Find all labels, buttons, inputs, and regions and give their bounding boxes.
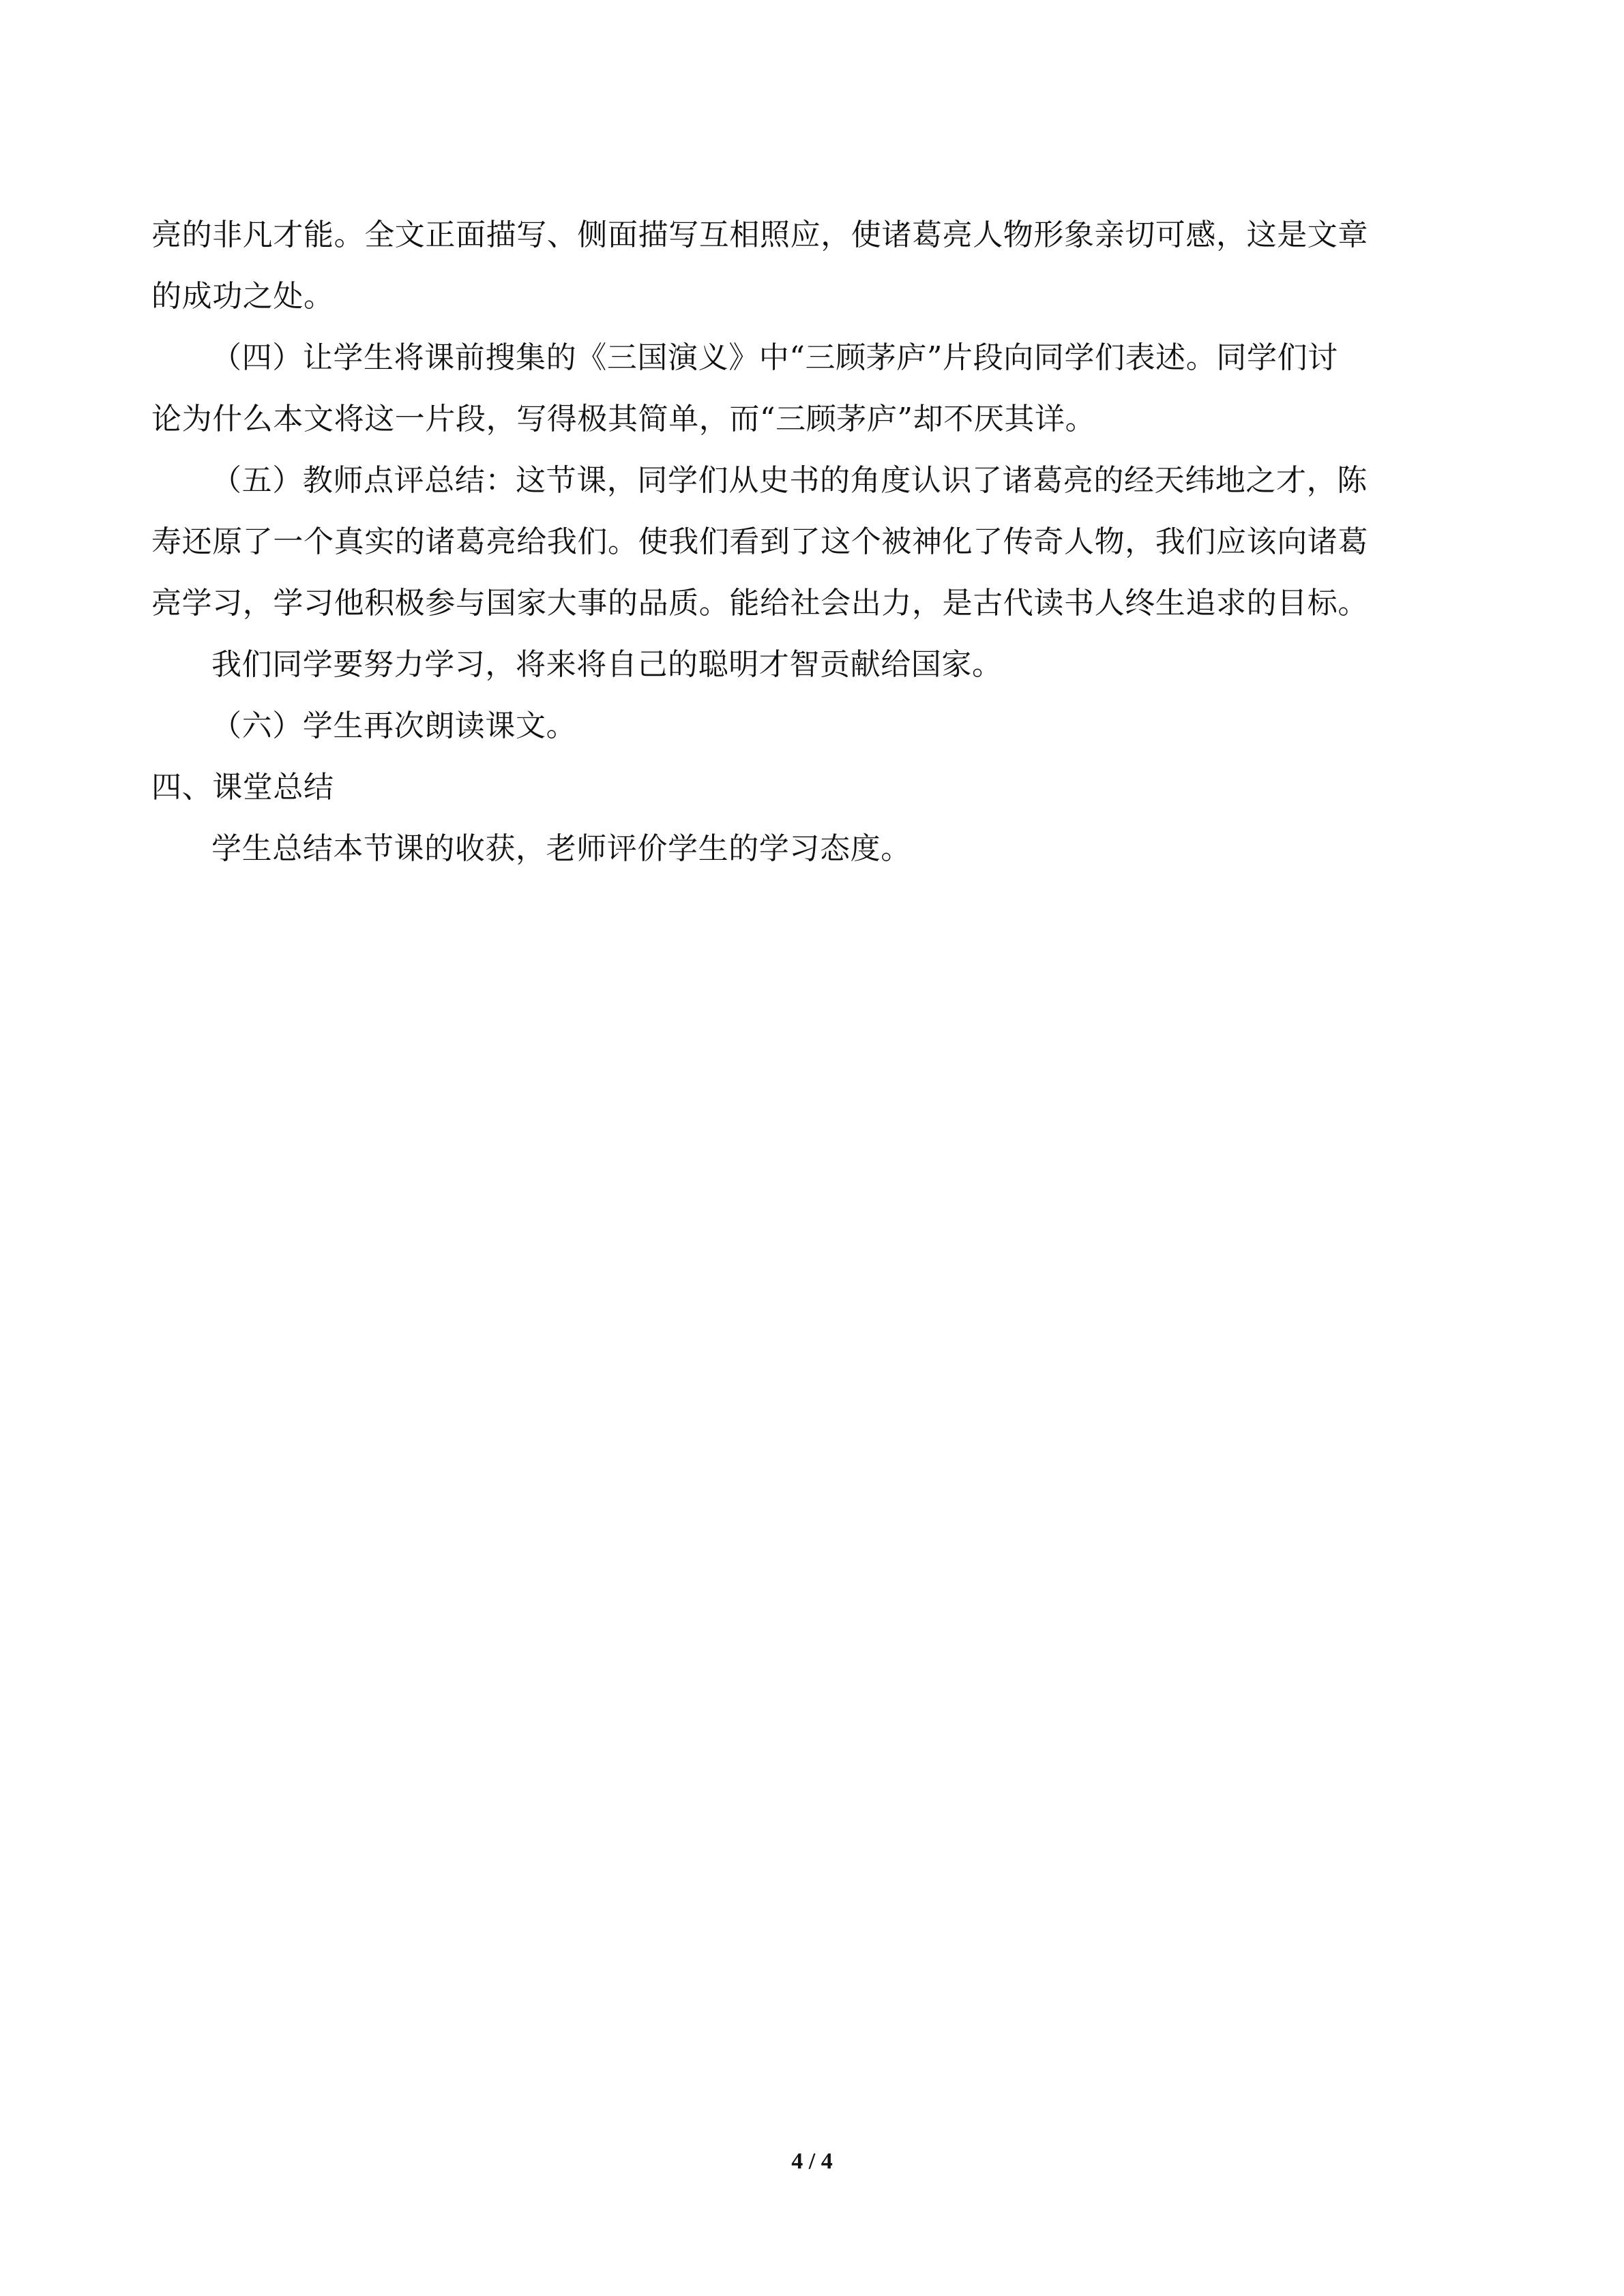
text-line: 论为什么本文将这一片段，写得极其简单，而“三顾茅庐”却不厌其详。 <box>151 402 1096 436</box>
text-line: 我们同学要努力学习，将来将自己的聪明才智贡献给国家。 <box>211 647 1003 682</box>
text-line: 亮学习，学习他积极参与国家大事的品质。能给社会出力，是古代读书人终生追求的目标。 <box>151 586 1368 621</box>
section-heading: 四、课堂总结 <box>151 770 334 805</box>
text-line: （六）学生再次朗读课文。 <box>211 709 577 743</box>
text-line: 学生总结本节课的收获，老师评价学生的学习态度。 <box>211 831 911 866</box>
text-line: （四）让学生将课前搜集的《三国演义》中“三顾茅庐”片段向同学们表述。同学们讨 <box>211 340 1338 375</box>
text-line: （五）教师点评总结：这节课，同学们从史书的角度认识了诸葛亮的经天纬地之才，陈 <box>211 463 1368 498</box>
text-line: 寿还原了一个真实的诸葛亮给我们。使我们看到了这个被神化了传奇人物，我们应该向诸葛 <box>151 524 1368 559</box>
text-line: 的成功之处。 <box>151 279 334 314</box>
document-body <box>151 205 1475 880</box>
text-line: 亮的非凡才能。全文正面描写、侧面描写互相照应，使诸葛亮人物形象亲切可感，这是文章 <box>151 218 1368 252</box>
page-number: 4 / 4 <box>791 2149 833 2174</box>
